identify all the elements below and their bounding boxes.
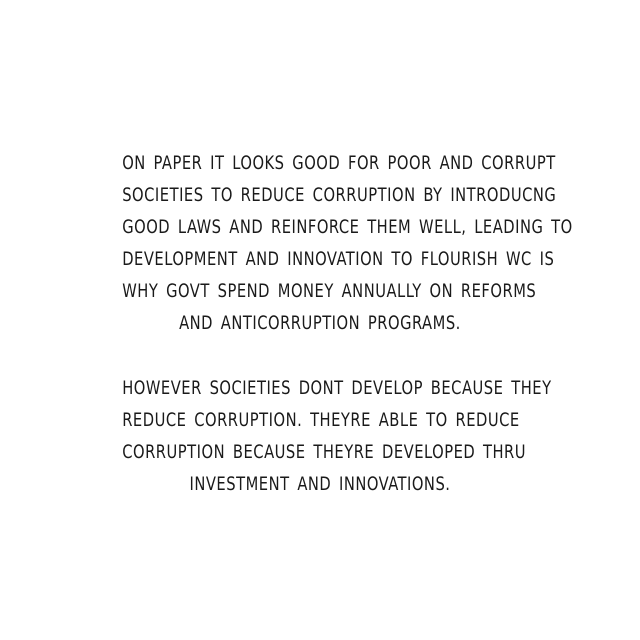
paragraph-1 (90, 147, 573, 339)
text-line: HOWEVER SOCIETIES DONT DEVELOP BECAUSE THEY (122, 377, 552, 399)
text-line: WHY GOVT SPEND MONEY ANNUALLY ON REFORMS (122, 280, 537, 302)
text-line: AND ANTICORRUPTION PROGRAMS. (179, 312, 461, 334)
text-line: DEVELOPMENT AND INNOVATION TO FLOURISH WC IS (122, 248, 555, 270)
text-line: CORRUPTION BECAUSE THEYRE DEVELOPED THRU (122, 441, 527, 463)
text-line: ON PAPER IT LOOKS GOOD FOR POOR AND CORRUPT (122, 152, 556, 174)
text-line: INVESTMENT AND INNOVATIONS. (189, 473, 451, 495)
text-line: SOCIETIES TO REDUCE CORRUPTION BY INTRODUCNG (122, 184, 557, 206)
text-line: REDUCE CORRUPTION. THEYRE ABLE TO REDUCE (122, 409, 520, 431)
paragraph-2 (90, 372, 550, 500)
text-line: GOOD LAWS AND REINFORCE THEM WELL, LEADING TO (122, 216, 573, 238)
